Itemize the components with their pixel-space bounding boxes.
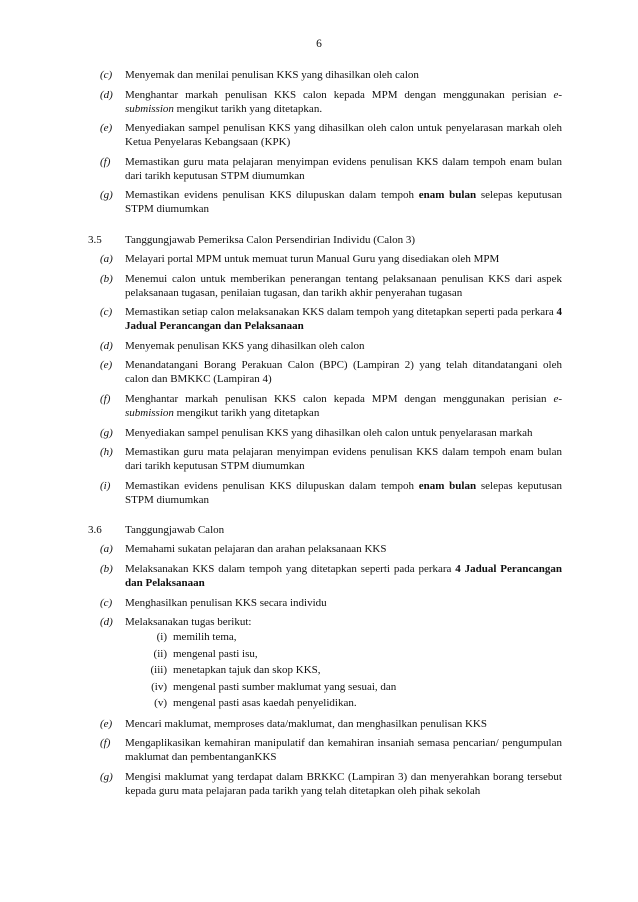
- item-text: Menyemak penulisan KKS yang dihasilkan oleh calon: [125, 339, 365, 352]
- list-item: [88, 445, 562, 473]
- sub-item-text: menetapkan tajuk dan skop KKS,: [173, 664, 321, 677]
- item-label: (g): [100, 426, 113, 439]
- item-label: (f): [100, 392, 111, 405]
- item-text: Melayari portal MPM untuk memuat turun Manual Guru yang disediakan oleh MPM: [125, 252, 500, 265]
- list-item: [88, 339, 562, 353]
- item-label: (d): [100, 339, 113, 352]
- sub-list: [88, 630, 562, 713]
- document-body: [88, 68, 562, 803]
- item-text: Menyediakan sampel penulisan KKS yang dihasilkan oleh calon untuk penyelarasan markah oleh Ketua Penyelaras Kebangsaan (KPK): [125, 122, 562, 149]
- item-text: Memastikan evidens penulisan KKS dilupuskan dalam tempoh: [125, 479, 419, 492]
- sub-list-item: [125, 696, 562, 713]
- item-label: (h): [100, 446, 113, 459]
- item-label: (b): [100, 562, 113, 575]
- item-text: Memastikan evidens penulisan KKS dilupuskan dalam tempoh: [125, 189, 419, 202]
- list-item: [88, 736, 562, 764]
- section-heading: [88, 233, 562, 247]
- item-text: Memastikan guru mata pelajaran menyimpan evidens penulisan KKS dalam tempoh enam bulan dari tarikh keputusan STPM diumumkan: [125, 446, 562, 473]
- item-text: Menghantar markah penulisan KKS calon kepada MPM dengan menggunakan perisian: [125, 392, 554, 405]
- item-text-bold: enam bulan: [418, 479, 477, 492]
- item-label: (f): [100, 737, 111, 750]
- sub-list-item: [125, 630, 562, 647]
- sub-list-item: [125, 663, 562, 680]
- list-item: [88, 88, 562, 116]
- list-item: [88, 542, 562, 556]
- list-item: [88, 272, 562, 300]
- item-text: Menyediakan sampel penulisan KKS yang dihasilkan oleh calon untuk penyelarasan markah: [125, 426, 533, 439]
- item-text: Menghantar markah penulisan KKS calon kepada MPM dengan menggunakan perisian: [125, 88, 554, 101]
- item-label: (a): [100, 543, 113, 556]
- sub-list-item: [125, 680, 562, 697]
- list-item: [88, 121, 562, 149]
- item-label: (i): [100, 479, 111, 492]
- item-text: Memahami sukatan pelajaran dan arahan pelaksanaan KKS: [125, 543, 387, 556]
- list-item: [88, 358, 562, 386]
- sub-item-text: mengenal pasti asas kaedah penyelidikan.: [173, 697, 357, 710]
- list-item: [88, 68, 562, 82]
- list-item: [88, 717, 562, 731]
- item-text: Memastikan guru mata pelajaran menyimpan evidens penulisan KKS dalam tempoh enam bulan dari tarikh keputusan STPM diumumkan: [125, 155, 562, 182]
- page-number: 6: [316, 38, 322, 50]
- list-item: [88, 426, 562, 440]
- section-number: 3.6: [88, 524, 102, 537]
- list-item: [88, 770, 562, 798]
- sub-item-label: (ii): [153, 647, 167, 660]
- sub-item-label: (iv): [151, 680, 167, 693]
- item-text-bold: 4 Jadual Perancangan dan Pelaksanaan: [125, 306, 562, 333]
- list-item: [88, 615, 562, 629]
- sub-item-text: mengenal pasti sumber maklumat yang sesuai, dan: [173, 680, 397, 693]
- item-label: (g): [100, 189, 113, 202]
- sub-item-text: memilih tema,: [173, 631, 237, 644]
- item-label: (c): [100, 69, 113, 81]
- item-text: Melaksanakan tugas berikut:: [125, 616, 252, 629]
- list-item: [88, 596, 562, 610]
- item-label: (g): [100, 770, 113, 783]
- sub-item-label: (v): [154, 697, 167, 710]
- section-number: 3.5: [88, 233, 102, 246]
- list-item: [88, 392, 562, 420]
- item-text-bold: 4 Jadual Perancangan dan Pelaksanaan: [125, 562, 563, 589]
- item-text: Menghasilkan penulisan KKS secara individu: [125, 596, 327, 609]
- item-text: selepas keputusan STPM diumumkan: [125, 479, 562, 506]
- sub-item-label: (iii): [150, 664, 167, 677]
- list-item: [88, 188, 562, 216]
- item-text-italic: e-submission: [125, 392, 562, 419]
- item-label: (f): [100, 155, 111, 168]
- sub-list-item: [125, 647, 562, 664]
- item-label: (d): [100, 616, 113, 629]
- item-label: (a): [100, 252, 113, 265]
- item-text: Mencari maklumat, memproses data/maklumat, dan menghasilkan penulisan KKS: [125, 717, 487, 730]
- list-item: [88, 252, 562, 266]
- section-title: Tanggungjawab Calon: [125, 524, 225, 537]
- item-label: (e): [100, 359, 113, 372]
- item-text: Menyemak dan menilai penulisan KKS yang dihasilkan oleh calon: [125, 69, 419, 81]
- item-text: Melaksanakan KKS dalam tempoh yang ditetapkan seperti pada perkara: [125, 562, 456, 575]
- section-heading: [88, 523, 562, 537]
- item-label: (d): [100, 88, 113, 101]
- item-text-bold: enam bulan: [418, 189, 477, 202]
- item-label: (e): [100, 717, 113, 730]
- item-text: Menemui calon untuk memberikan penerangan tentang pelaksanaan penulisan KKS dari aspek pelaksanaan tugasan, penilaian tugasan, dan tarikh akhir penyerahan tugasan: [125, 272, 562, 299]
- list-item: [88, 305, 562, 333]
- item-text: selepas keputusan STPM diumumkan: [125, 189, 562, 216]
- item-label: (b): [100, 272, 113, 285]
- item-text: Mengisi maklumat yang terdapat dalam BRKKC (Lampiran 3) dan menyerahkan borang tersebut kepada guru mata pelajaran pada tarikh yang telah ditetapkan oleh pihak sekolah: [125, 770, 562, 797]
- item-text-italic: e-submission: [125, 88, 562, 115]
- item-label: (c): [100, 596, 113, 609]
- item-text: mengikut tarikh yang ditetapkan.: [173, 102, 323, 115]
- item-label: (e): [100, 122, 113, 135]
- item-text: Mengaplikasikan kemahiran manipulatif dan kemahiran insaniah semasa pencarian/ pengumpulan maklumat dan pembentanganKKS: [125, 737, 562, 764]
- list-item: [88, 155, 562, 183]
- sub-item-text: mengenal pasti isu,: [173, 647, 258, 660]
- item-text: mengikut tarikh yang ditetapkan: [173, 406, 320, 419]
- list-item: [88, 562, 562, 590]
- item-text: Memastikan setiap calon melaksanakan KKS dalam tempoh yang ditetapkan seperti pada perkara: [125, 306, 557, 319]
- section-title: Tanggungjawab Pemeriksa Calon Persendirian Individu (Calon 3): [125, 233, 416, 246]
- sub-item-label: (i): [156, 631, 167, 644]
- item-label: (c): [100, 306, 113, 319]
- list-item: [88, 479, 562, 507]
- item-text: Menandatangani Borang Perakuan Calon (BPC) (Lampiran 2) yang telah ditandatangani oleh calon dan BMKKC (Lampiran 4): [125, 359, 562, 386]
